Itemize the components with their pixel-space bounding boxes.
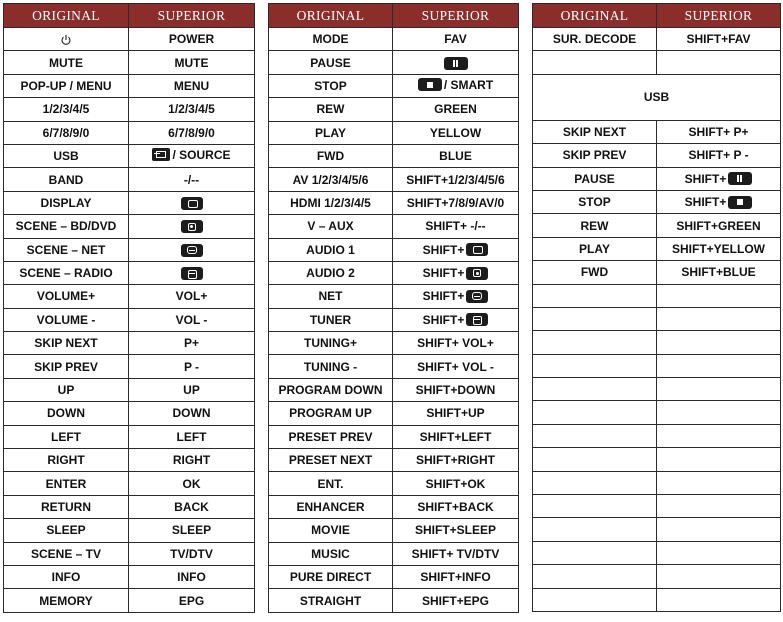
original-cell: PURE DIRECT	[269, 565, 393, 588]
superior-cell: MUTE	[129, 51, 255, 74]
table-row	[269, 144, 519, 167]
original-cell: SLEEP	[4, 519, 129, 542]
mapping-table-2	[268, 3, 519, 613]
superior-cell	[393, 308, 519, 331]
empty-cell	[533, 307, 657, 330]
radio-button-icon	[181, 267, 203, 280]
table-row	[4, 261, 255, 284]
superior-text: SHIFT+	[684, 171, 727, 186]
table-row	[269, 542, 519, 565]
empty-cell	[533, 495, 657, 518]
bd-dvd-button-icon	[466, 267, 488, 280]
superior-cell: SHIFT+7/8/9/AV/0	[393, 191, 519, 214]
table-row	[269, 74, 519, 97]
original-cell: REW	[269, 98, 393, 121]
display-button-icon	[466, 243, 488, 256]
table-row	[4, 285, 255, 308]
superior-cell: LEFT	[129, 425, 255, 448]
superior-cell: SHIFT+FAV	[657, 28, 781, 51]
superior-text: / SMART	[443, 77, 494, 92]
table-row	[269, 238, 519, 261]
power-icon	[60, 34, 72, 46]
original-cell: AUDIO 2	[269, 261, 393, 284]
superior-cell: POWER	[129, 28, 255, 51]
source-input-icon	[152, 148, 170, 161]
original-cell: 6/7/8/9/0	[4, 121, 129, 144]
original-cell: REW	[533, 214, 657, 237]
empty-cell	[657, 401, 781, 424]
superior-cell: SHIFT+LEFT	[393, 425, 519, 448]
table-row	[4, 589, 255, 612]
table-row	[533, 214, 781, 237]
table-row	[269, 285, 519, 308]
original-cell: BAND	[4, 168, 129, 191]
original-cell: SCENE – BD/DVD	[4, 215, 129, 238]
superior-cell: SHIFT+YELLOW	[657, 237, 781, 260]
empty-row	[533, 284, 781, 307]
table-row	[269, 121, 519, 144]
original-cell: POP-UP / MENU	[4, 74, 129, 97]
table-row	[4, 168, 255, 191]
table-row	[269, 425, 519, 448]
empty-cell	[657, 471, 781, 494]
superior-cell	[393, 51, 519, 74]
usb-section-row	[533, 74, 781, 120]
table-row	[269, 28, 519, 51]
superior-cell	[129, 144, 255, 167]
bd-dvd-button-icon	[181, 220, 203, 233]
empty-cell	[657, 518, 781, 541]
superior-text: SHIFT+	[422, 242, 465, 257]
table-row	[533, 144, 781, 167]
header-original: ORIGINAL	[533, 4, 657, 28]
original-cell: STOP	[533, 190, 657, 213]
superior-cell: SHIFT+UP	[393, 402, 519, 425]
table-row	[533, 51, 781, 74]
original-cell: FWD	[269, 144, 393, 167]
original-cell: ENT.	[269, 472, 393, 495]
superior-cell: VOL+	[129, 285, 255, 308]
table-row	[269, 495, 519, 518]
header-superior: SUPERIOR	[657, 4, 781, 28]
original-cell: SKIP NEXT	[533, 120, 657, 143]
superior-cell: SHIFT+ TV/DTV	[393, 542, 519, 565]
empty-cell	[657, 541, 781, 564]
header-original: ORIGINAL	[269, 4, 393, 28]
superior-cell: SHIFT+OK	[393, 472, 519, 495]
table-row	[269, 98, 519, 121]
net-button-icon	[181, 244, 203, 257]
original-cell: INFO	[4, 565, 129, 588]
empty-cell	[533, 331, 657, 354]
empty-cell	[533, 471, 657, 494]
mapping-table-3	[532, 3, 781, 612]
superior-cell	[657, 51, 781, 74]
original-cell: MOVIE	[269, 519, 393, 542]
original-cell	[533, 51, 657, 74]
table-row	[269, 402, 519, 425]
superior-cell: SHIFT+BACK	[393, 495, 519, 518]
mapping-table-1	[3, 3, 255, 613]
original-cell: VOLUME -	[4, 308, 129, 331]
table-row	[4, 472, 255, 495]
superior-cell: SHIFT+ VOL+	[393, 332, 519, 355]
original-cell: FWD	[533, 261, 657, 284]
empty-row	[533, 424, 781, 447]
superior-cell	[129, 261, 255, 284]
superior-cell: YELLOW	[393, 121, 519, 144]
table-row	[4, 28, 255, 51]
superior-cell	[129, 238, 255, 261]
original-cell: MUTE	[4, 51, 129, 74]
superior-cell	[393, 261, 519, 284]
original-cell: SCENE – RADIO	[4, 261, 129, 284]
empty-row	[533, 565, 781, 588]
superior-cell	[393, 285, 519, 308]
empty-cell	[657, 354, 781, 377]
empty-cell	[657, 284, 781, 307]
table-row	[4, 238, 255, 261]
superior-text: / SOURCE	[172, 147, 231, 162]
empty-cell	[533, 565, 657, 588]
empty-cell	[657, 588, 781, 611]
superior-cell: SHIFT+SLEEP	[393, 519, 519, 542]
table-row	[269, 215, 519, 238]
superior-cell	[129, 215, 255, 238]
table-row	[4, 191, 255, 214]
original-cell: PROGRAM UP	[269, 402, 393, 425]
empty-cell	[533, 401, 657, 424]
original-cell: RIGHT	[4, 449, 129, 472]
table-row	[4, 308, 255, 331]
original-cell: VOLUME+	[4, 285, 129, 308]
table-row	[4, 98, 255, 121]
usb-section-heading: USB	[533, 74, 781, 120]
superior-cell: SHIFT+EPG	[393, 589, 519, 612]
superior-cell: -/--	[129, 168, 255, 191]
original-cell: SUR. DECODE	[533, 28, 657, 51]
original-cell: TUNING+	[269, 332, 393, 355]
superior-cell: EPG	[129, 589, 255, 612]
original-cell: PAUSE	[269, 51, 393, 74]
table-row	[533, 28, 781, 51]
superior-cell: SHIFT+BLUE	[657, 261, 781, 284]
original-cell: 1/2/3/4/5	[4, 98, 129, 121]
empty-cell	[533, 448, 657, 471]
net-button-icon	[466, 290, 488, 303]
original-cell: SKIP PREV	[533, 144, 657, 167]
superior-cell	[393, 74, 519, 97]
original-cell: PROGRAM DOWN	[269, 378, 393, 401]
original-cell: ENHANCER	[269, 495, 393, 518]
empty-row	[533, 541, 781, 564]
original-cell: SCENE – TV	[4, 542, 129, 565]
table-row	[4, 565, 255, 588]
header-original: ORIGINAL	[4, 4, 129, 28]
superior-cell: SHIFT+DOWN	[393, 378, 519, 401]
empty-cell	[533, 541, 657, 564]
empty-cell	[657, 495, 781, 518]
table-row	[4, 425, 255, 448]
superior-cell: SHIFT+ P -	[657, 144, 781, 167]
empty-cell	[657, 448, 781, 471]
header-superior: SUPERIOR	[129, 4, 255, 28]
original-cell: TUNING -	[269, 355, 393, 378]
original-cell: PLAY	[533, 237, 657, 260]
header-superior: SUPERIOR	[393, 4, 519, 28]
table-row	[269, 589, 519, 612]
table-row	[533, 167, 781, 190]
original-cell: AV 1/2/3/4/5/6	[269, 168, 393, 191]
empty-row	[533, 495, 781, 518]
superior-cell: BLUE	[393, 144, 519, 167]
table-row	[533, 190, 781, 213]
original-cell: SKIP PREV	[4, 355, 129, 378]
superior-cell: SHIFT+ P+	[657, 120, 781, 143]
table-row	[269, 519, 519, 542]
superior-text: SHIFT+	[422, 289, 465, 304]
table-row	[269, 191, 519, 214]
superior-cell: GREEN	[393, 98, 519, 121]
empty-cell	[533, 518, 657, 541]
original-cell: SKIP NEXT	[4, 332, 129, 355]
original-cell: DISPLAY	[4, 191, 129, 214]
superior-cell	[393, 238, 519, 261]
empty-cell	[533, 284, 657, 307]
table-row	[269, 261, 519, 284]
superior-cell: UP	[129, 378, 255, 401]
original-cell: ENTER	[4, 472, 129, 495]
pause-button-icon	[728, 172, 752, 185]
original-cell: HDMI 1/2/3/4/5	[269, 191, 393, 214]
original-cell: DOWN	[4, 402, 129, 425]
superior-cell: SHIFT+GREEN	[657, 214, 781, 237]
empty-cell	[533, 378, 657, 401]
table-row	[4, 74, 255, 97]
table-row	[4, 332, 255, 355]
original-cell: RETURN	[4, 495, 129, 518]
superior-cell	[657, 167, 781, 190]
original-cell: STOP	[269, 74, 393, 97]
table-row	[4, 402, 255, 425]
original-cell: SCENE – NET	[4, 238, 129, 261]
superior-text: SHIFT+	[422, 266, 465, 281]
original-cell: PLAY	[269, 121, 393, 144]
original-cell: PAUSE	[533, 167, 657, 190]
table-row	[4, 355, 255, 378]
superior-cell: DOWN	[129, 402, 255, 425]
superior-cell: SHIFT+INFO	[393, 565, 519, 588]
original-cell: MUSIC	[269, 542, 393, 565]
empty-row	[533, 448, 781, 471]
superior-cell: P+	[129, 332, 255, 355]
table-row	[269, 51, 519, 74]
superior-cell: P -	[129, 355, 255, 378]
superior-text: SHIFT+	[422, 312, 465, 327]
radio-button-icon	[466, 313, 488, 326]
superior-cell: VOL -	[129, 308, 255, 331]
original-cell: MEMORY	[4, 589, 129, 612]
empty-cell	[533, 354, 657, 377]
original-cell: UP	[4, 378, 129, 401]
display-button-icon	[181, 197, 203, 210]
table-row	[269, 378, 519, 401]
superior-cell: SHIFT+ -/--	[393, 215, 519, 238]
stop-button-icon	[418, 78, 442, 91]
original-cell: MODE	[269, 28, 393, 51]
pause-button-icon	[444, 57, 468, 70]
table-row	[533, 261, 781, 284]
empty-row	[533, 518, 781, 541]
superior-cell: SHIFT+ VOL -	[393, 355, 519, 378]
original-cell: PRESET PREV	[269, 425, 393, 448]
superior-cell: SHIFT+1/2/3/4/5/6	[393, 168, 519, 191]
empty-row	[533, 378, 781, 401]
superior-cell: SHIFT+RIGHT	[393, 449, 519, 472]
original-cell: TUNER	[269, 308, 393, 331]
table-row	[4, 144, 255, 167]
table-row	[4, 121, 255, 144]
table-row	[4, 449, 255, 472]
superior-cell: FAV	[393, 28, 519, 51]
empty-cell	[657, 424, 781, 447]
original-cell: AUDIO 1	[269, 238, 393, 261]
original-cell: LEFT	[4, 425, 129, 448]
table-row	[4, 519, 255, 542]
empty-cell	[533, 424, 657, 447]
original-cell: STRAIGHT	[269, 589, 393, 612]
empty-row	[533, 471, 781, 494]
table-row	[4, 378, 255, 401]
empty-cell	[533, 588, 657, 611]
table-row	[4, 542, 255, 565]
empty-row	[533, 401, 781, 424]
superior-cell: RIGHT	[129, 449, 255, 472]
superior-text: SHIFT+	[684, 195, 727, 210]
original-cell: NET	[269, 285, 393, 308]
table-row	[269, 308, 519, 331]
empty-cell	[657, 565, 781, 588]
superior-cell: OK	[129, 472, 255, 495]
table-row	[269, 332, 519, 355]
original-cell	[4, 28, 129, 51]
superior-cell: BACK	[129, 495, 255, 518]
table-row	[4, 51, 255, 74]
superior-cell	[657, 190, 781, 213]
empty-cell	[657, 378, 781, 401]
original-cell: PRESET NEXT	[269, 449, 393, 472]
table-row	[533, 120, 781, 143]
empty-row	[533, 307, 781, 330]
table-row	[4, 495, 255, 518]
table-row	[533, 237, 781, 260]
superior-cell: 1/2/3/4/5	[129, 98, 255, 121]
superior-cell: 6/7/8/9/0	[129, 121, 255, 144]
original-cell: USB	[4, 144, 129, 167]
empty-row	[533, 354, 781, 377]
superior-cell: INFO	[129, 565, 255, 588]
table-row	[269, 472, 519, 495]
superior-cell: MENU	[129, 74, 255, 97]
empty-row	[533, 331, 781, 354]
table-row	[269, 168, 519, 191]
superior-cell: SLEEP	[129, 519, 255, 542]
table-row	[269, 355, 519, 378]
table-row	[4, 215, 255, 238]
table-row	[269, 449, 519, 472]
empty-cell	[657, 307, 781, 330]
stop-button-icon	[728, 196, 752, 209]
empty-row	[533, 588, 781, 611]
superior-cell: TV/DTV	[129, 542, 255, 565]
table-row	[269, 565, 519, 588]
empty-cell	[657, 331, 781, 354]
original-cell: V – AUX	[269, 215, 393, 238]
superior-cell	[129, 191, 255, 214]
